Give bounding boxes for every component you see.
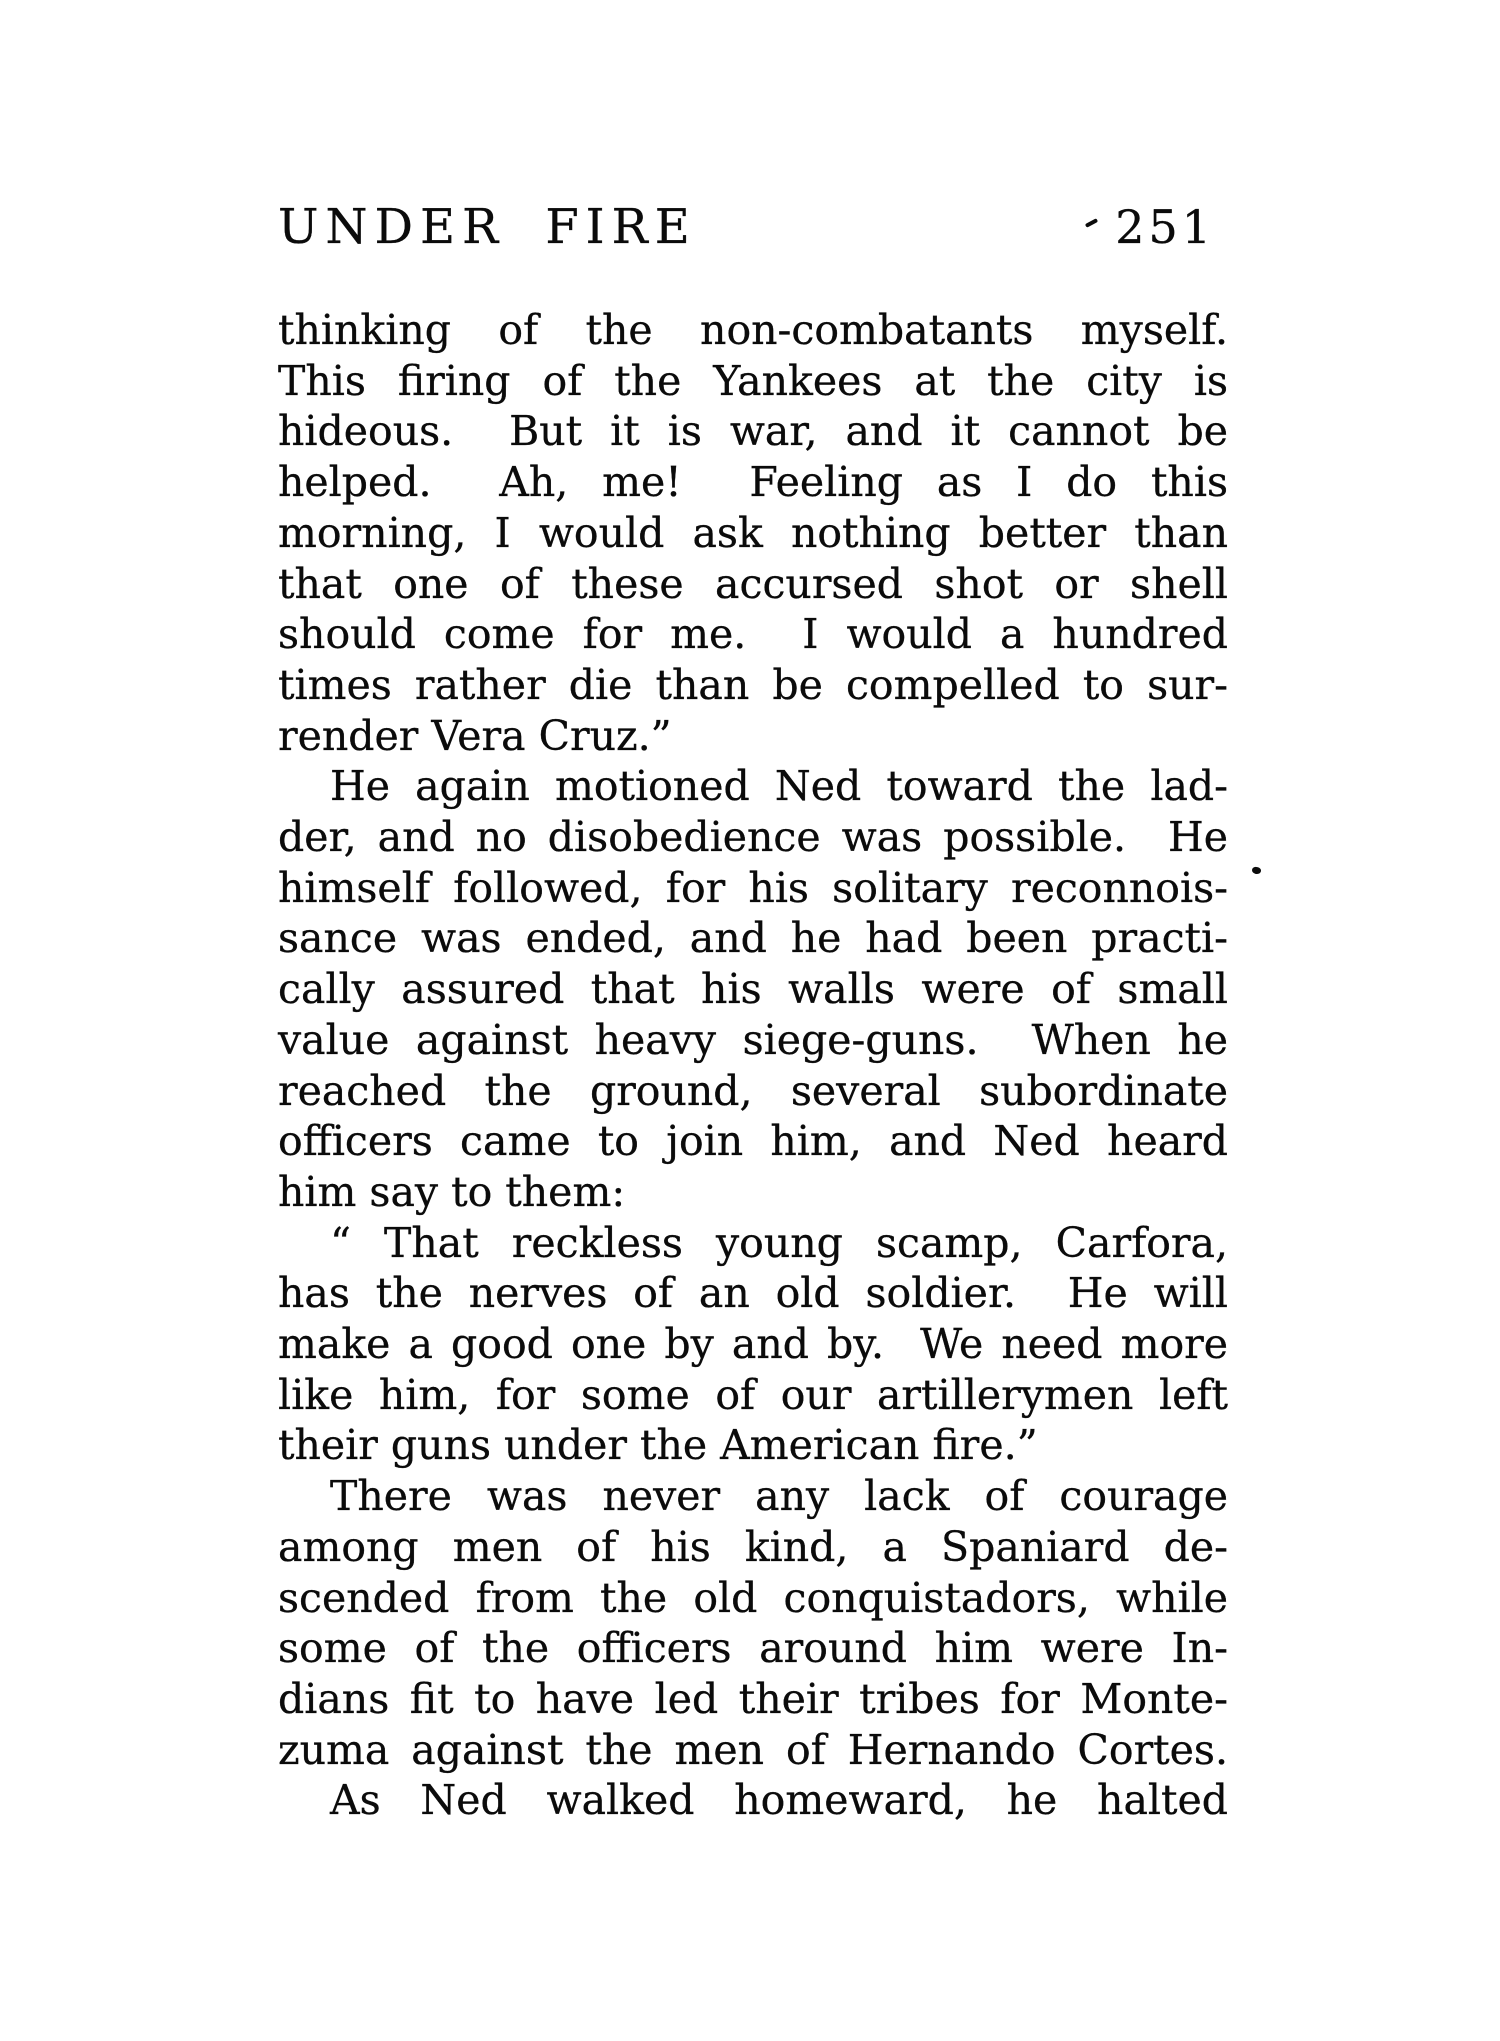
text-block xyxy=(278,305,1228,1826)
paragraph xyxy=(278,1471,1228,1775)
text-line: cally assured that his walls were of small xyxy=(278,965,1228,1014)
text-line: As Ned walked homeward, he halted xyxy=(330,1776,1228,1825)
text-line: him say to them: xyxy=(278,1167,626,1216)
text-line: This firing of the Yankees at the city is xyxy=(278,356,1228,405)
text-line: has the nerves of an old soldier. He will xyxy=(278,1269,1228,1318)
text-line: There was never any lack of courage xyxy=(330,1472,1228,1521)
text-line: “ That reckless young scamp, Carfora, xyxy=(330,1218,1228,1267)
text-line: reached the ground, several subordinate xyxy=(278,1066,1228,1115)
text-line: He again motioned Ned toward the lad- xyxy=(330,762,1228,811)
text-line: himself followed, for his solitary reconnois- xyxy=(278,863,1228,912)
text-line: scended from the old conquistadors, while xyxy=(278,1573,1228,1622)
paragraph xyxy=(278,761,1228,1217)
text-line: morning, I would ask nothing better than xyxy=(278,508,1228,557)
text-line: some of the officers around him were In- xyxy=(278,1624,1228,1673)
text-line: render Vera Cruz.” xyxy=(278,711,672,760)
page-header xyxy=(278,200,1215,254)
text-line: thinking of the non-combatants myself. xyxy=(278,306,1228,354)
text-line: value against heavy siege-guns. When he xyxy=(278,1015,1228,1064)
text-line: their guns under the American fire.” xyxy=(278,1421,1038,1470)
text-line: dians fit to have led their tribes for Monte- xyxy=(278,1674,1228,1723)
paragraph xyxy=(278,1775,1228,1826)
text-line: times rather die than be compelled to sur- xyxy=(278,660,1228,709)
scan-artifact-speck xyxy=(1251,866,1262,875)
paragraph xyxy=(278,1218,1228,1472)
paragraph xyxy=(278,305,1228,761)
running-title: UNDER FIRE xyxy=(278,199,697,255)
text-line: that one of these accursed shot or shell xyxy=(278,559,1228,608)
text-line: officers came to join him, and Ned heard xyxy=(278,1117,1228,1166)
text-line: helped. Ah, me! Feeling as I do this xyxy=(278,458,1228,507)
text-line: hideous. But it is war, and it cannot be xyxy=(278,407,1228,456)
text-line: make a good one by and by. We need more xyxy=(278,1320,1228,1369)
text-line: sance was ended, and he had been practi- xyxy=(278,914,1228,963)
page-number: 251 xyxy=(1115,200,1215,254)
text-line: der, and no disobedience was possible. He xyxy=(278,813,1228,862)
text-line: among men of his kind, a Spaniard de- xyxy=(278,1522,1228,1571)
text-line: like him, for some of our artillerymen left xyxy=(278,1370,1228,1419)
text-line: should come for me. I would a hundred xyxy=(278,610,1228,659)
text-line: zuma against the men of Hernando Cortes. xyxy=(278,1725,1228,1774)
